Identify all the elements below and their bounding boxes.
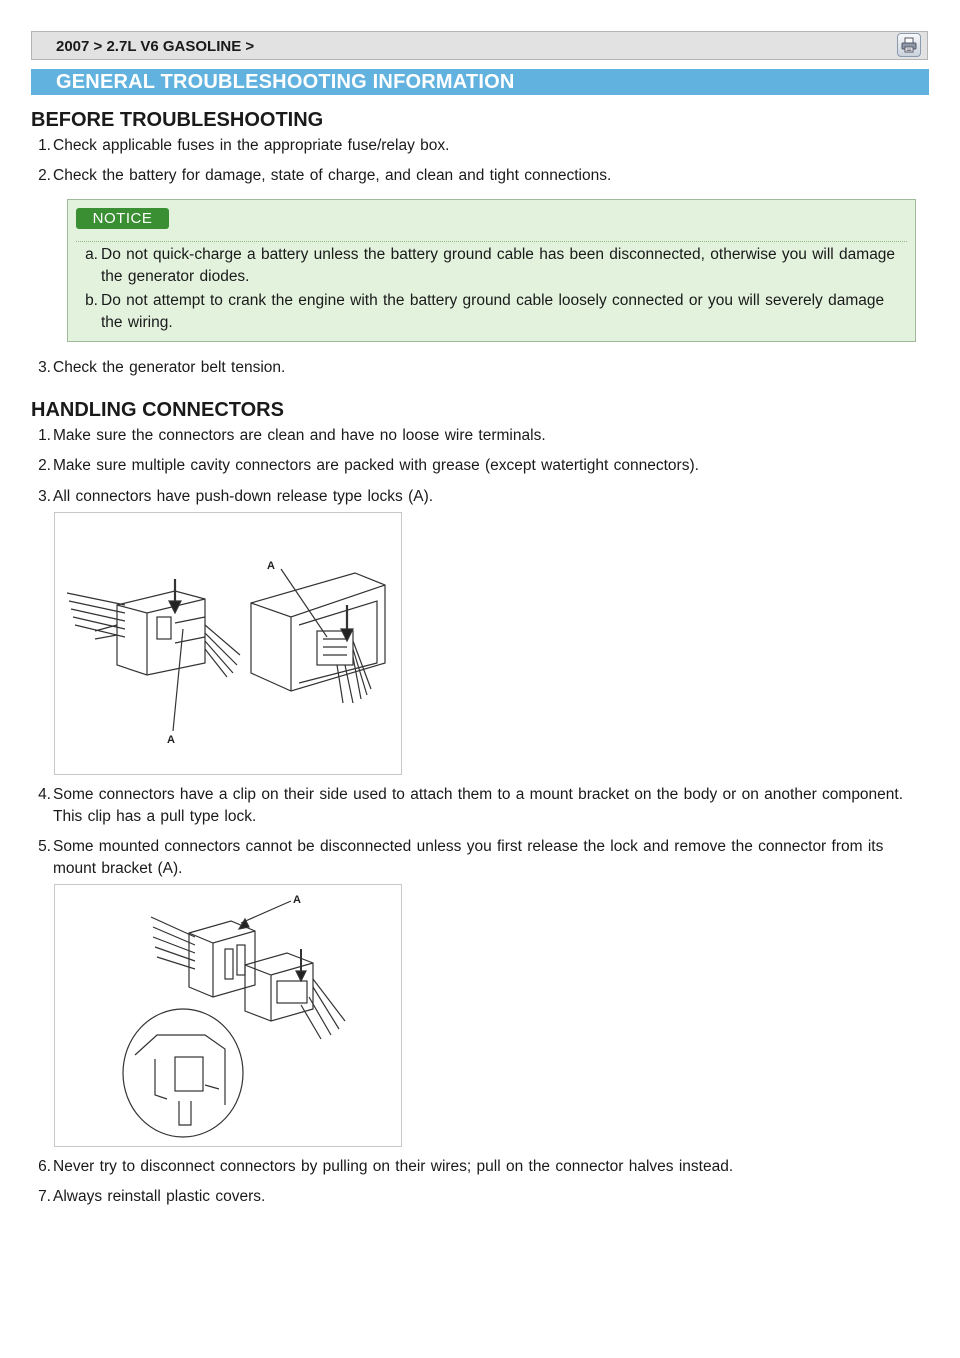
section-title: GENERAL TROUBLESHOOTING INFORMATION [56,71,515,93]
list-item-number: 3. [38,359,51,376]
list-item-number: 4. [38,786,51,803]
notice-item-letter: b. [85,292,98,309]
list-item-text: Some mounted connectors cannot be disconnected unless you first release the lock and remove the connector from its mount bracket (A). [53,838,884,877]
list-item-text: Make sure multiple cavity connectors are packed with grease (except watertight connectors). [53,457,699,474]
before-troubleshooting-heading: BEFORE TROUBLESHOOTING [31,109,324,131]
mount-bracket-illustration [55,885,401,1146]
list-item-text: Make sure the connectors are clean and have no loose wire terminals. [53,427,546,444]
figure-label-a-bottom: A [167,734,175,746]
notice-item [80,290,900,334]
list-item [32,486,930,508]
list-item-text: Some connectors have a clip on their side used to attach them to a mount bracket on the body or on another component. This clip has a pull type lock. [53,786,904,825]
connector-lock-illustration [55,513,401,774]
handling-connectors-heading: HANDLING CONNECTORS [31,399,284,421]
list-item [32,1156,930,1178]
print-button[interactable] [897,33,921,57]
list-item-number: 2. [38,457,51,474]
list-item [32,1186,930,1208]
notice-item [80,244,900,288]
notice-item-text: Do not attempt to crank the engine with the battery ground cable loosely connected or you will severely damage the wiring. [101,292,885,331]
list-item-text: Check the battery for damage, state of charge, and clean and tight connections. [53,167,612,184]
notice-box [67,199,916,342]
list-item [32,455,930,477]
figure-label-a: A [293,894,301,906]
list-item-text: Check the generator belt tension. [53,359,286,376]
list-item-number: 7. [38,1188,51,1205]
list-item-number: 1. [38,427,51,444]
list-item [32,425,930,447]
list-item [32,836,930,880]
breadcrumb-bar [31,31,928,60]
list-item [32,135,930,157]
list-item [32,165,930,187]
figure-label-a-top: A [267,560,275,572]
list-item-text: Always reinstall plastic covers. [53,1188,266,1205]
list-item-number: 6. [38,1158,51,1175]
list-item-number: 3. [38,488,51,505]
printer-icon [901,37,917,53]
notice-divider [76,241,907,242]
list-item-text: Check applicable fuses in the appropriate fuse/relay box. [53,137,450,154]
connector-lock-figure [54,512,402,775]
list-item [32,784,930,828]
notice-item-text: Do not quick-charge a battery unless the battery ground cable has been disconnected, otherwise you will damage the generator diodes. [101,246,896,285]
notice-item-letter: a. [85,246,98,263]
mount-bracket-figure [54,884,402,1147]
list-item-number: 2. [38,167,51,184]
notice-badge: NOTICE [76,208,169,229]
breadcrumb: 2007 > 2.7L V6 GASOLINE > [56,38,255,55]
list-item [32,357,930,379]
list-item-number: 1. [38,137,51,154]
list-item-text: Never try to disconnect connectors by pulling on their wires; pull on the connector halves instead. [53,1158,734,1175]
section-title-bar [31,69,929,95]
list-item-number: 5. [38,838,51,855]
list-item-text: All connectors have push-down release type locks (A). [53,488,434,505]
